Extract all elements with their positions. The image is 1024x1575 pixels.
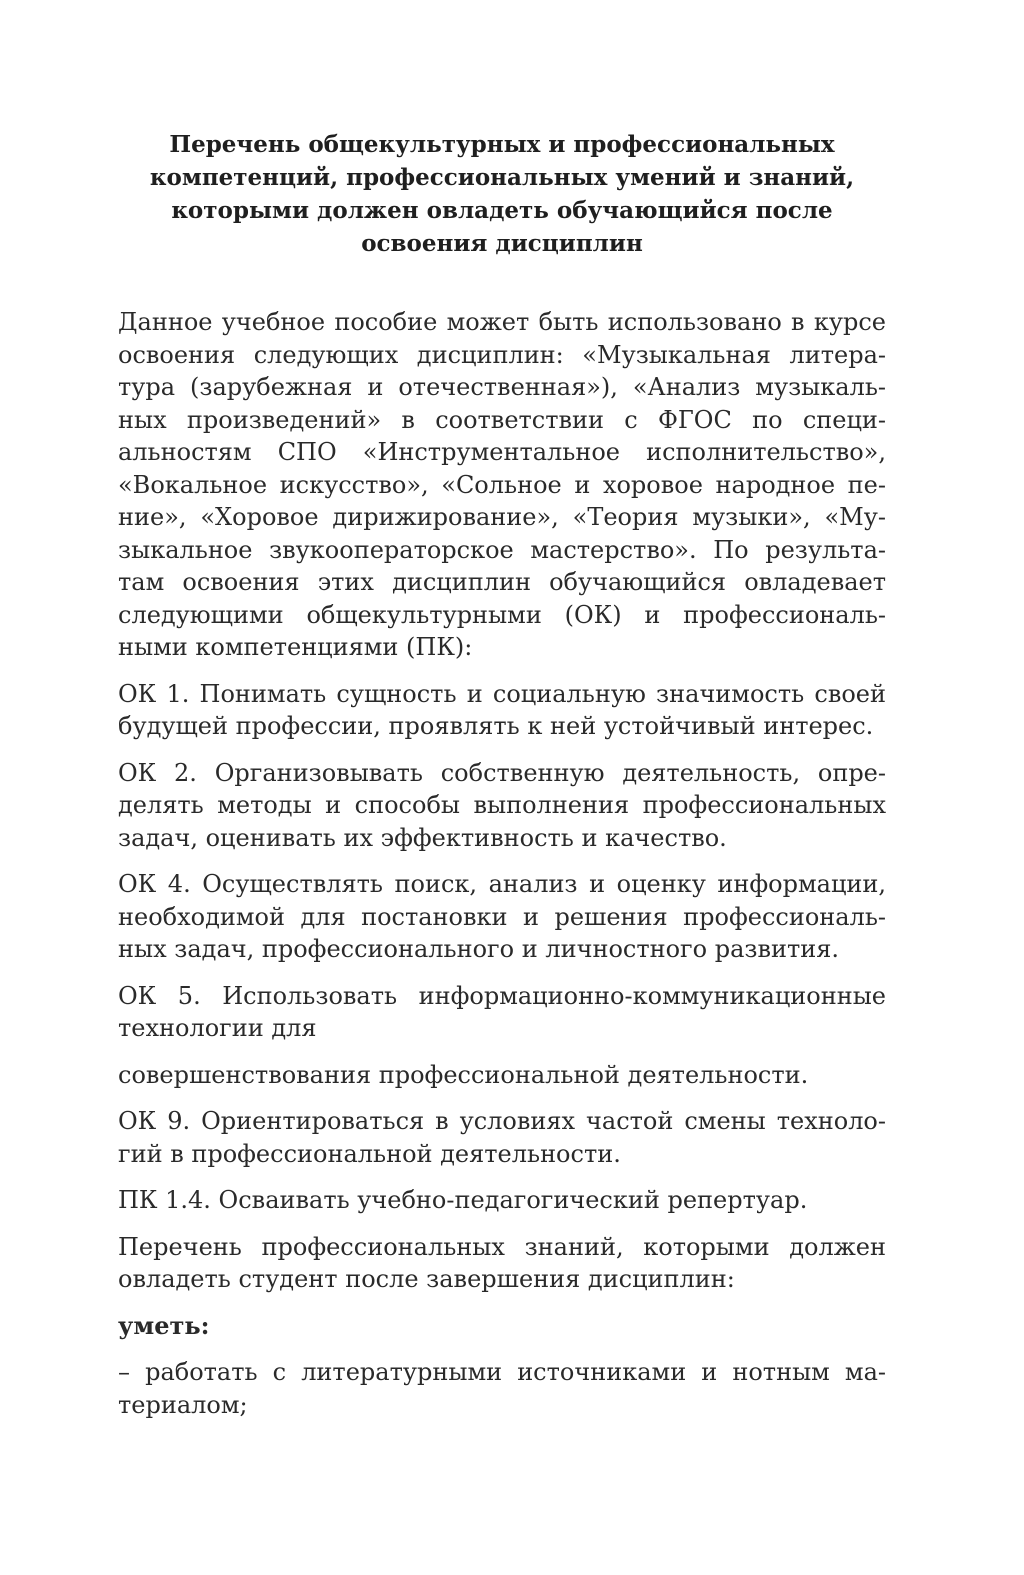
competency-ok5 <box>118 980 886 1045</box>
text-line: ных задач, профессионального и личностного развития. <box>118 935 840 963</box>
text-line: будущей профессии, проявлять к ней устойчивый интерес. <box>118 712 874 740</box>
text-line: Перечень профессиональных знаний, которыми должен <box>118 1232 886 1261</box>
text-line: технологии для <box>118 1014 317 1042</box>
text-line: делять методы и способы выполнения профессиональных <box>118 791 886 819</box>
text-line: задач, оценивать их эффективность и качество. <box>118 823 727 852</box>
intro-paragraph <box>118 306 886 664</box>
text-line: совершенствования профессиональной деятельности. <box>118 1060 809 1089</box>
text-line: «Вокальное искусство», «Сольное и хоровое народное пе- <box>118 470 886 499</box>
competency-ok9 <box>118 1105 886 1170</box>
title-line: компетенций, профессиональных умений и знаний, <box>149 164 855 191</box>
title-line: Перечень общекультурных и профессиональных <box>169 131 835 158</box>
text-line: ПК 1.4. Осваивать учебно-педагогический репертуар. <box>118 1186 808 1214</box>
knowledge-intro-paragraph <box>118 1231 886 1296</box>
text-line: Данное учебное пособие может быть использовано в курсе <box>118 308 886 336</box>
text-line: ОК 4. Осуществлять поиск, анализ и оценку информации, <box>118 870 886 898</box>
text-line: ОК 9. Ориентироваться в условиях частой смены техноло- <box>118 1107 886 1135</box>
competency-ok5-continuation <box>118 1059 886 1092</box>
text-line: ОК 2. Организовывать собственную деятельность, опре- <box>118 758 886 787</box>
text-line: – работать с литературными источниками и нотным ма- <box>118 1358 886 1386</box>
text-line: овладеть студент после завершения дисциплин: <box>118 1265 735 1293</box>
text-line: тура (зарубежная и отечественная»), «Анализ музыкаль- <box>118 373 886 401</box>
competency-ok4 <box>118 868 886 966</box>
text-line: ОК 1. Понимать сущность и социальную значимость своей <box>118 679 886 708</box>
text-line: там освоения этих дисциплин обучающийся овладевает <box>118 568 886 596</box>
text-line: зыкальное звукооператорское мастерство». По результа- <box>118 535 886 564</box>
title-line: которыми должен овладеть обучающийся после <box>171 197 833 224</box>
text-line: ных произведений» в соответствии с ФГОС по специ- <box>118 405 886 434</box>
competency-ok2 <box>118 757 886 855</box>
competency-ok1 <box>118 678 886 743</box>
title-line: освоения дисциплин <box>361 230 643 257</box>
text-line: ОК 5. Использовать информационно-коммуникационные <box>118 981 886 1010</box>
skill-item <box>118 1356 886 1421</box>
text-line: гий в профессиональной деятельности. <box>118 1139 621 1168</box>
text-line: необходимой для постановки и решения профессиональ- <box>118 902 886 931</box>
text-line: териалом; <box>118 1390 248 1419</box>
text-line: ние», «Хоровое дирижирование», «Теория музыки», «Му- <box>118 503 886 531</box>
text-line: ными компетенциями (ПК): <box>118 633 473 661</box>
skills-heading: уметь: <box>118 1310 210 1340</box>
competency-pk14 <box>118 1184 886 1217</box>
text-line: следующими общекультурными (ОК) и профессиональ- <box>118 600 886 629</box>
page-title <box>118 128 886 260</box>
text-line: освоения следующих дисциплин: «Музыкальная литера- <box>118 340 886 369</box>
text-line: альностям СПО «Инструментальное исполнительство», <box>118 438 886 466</box>
document-page <box>118 128 886 1435</box>
